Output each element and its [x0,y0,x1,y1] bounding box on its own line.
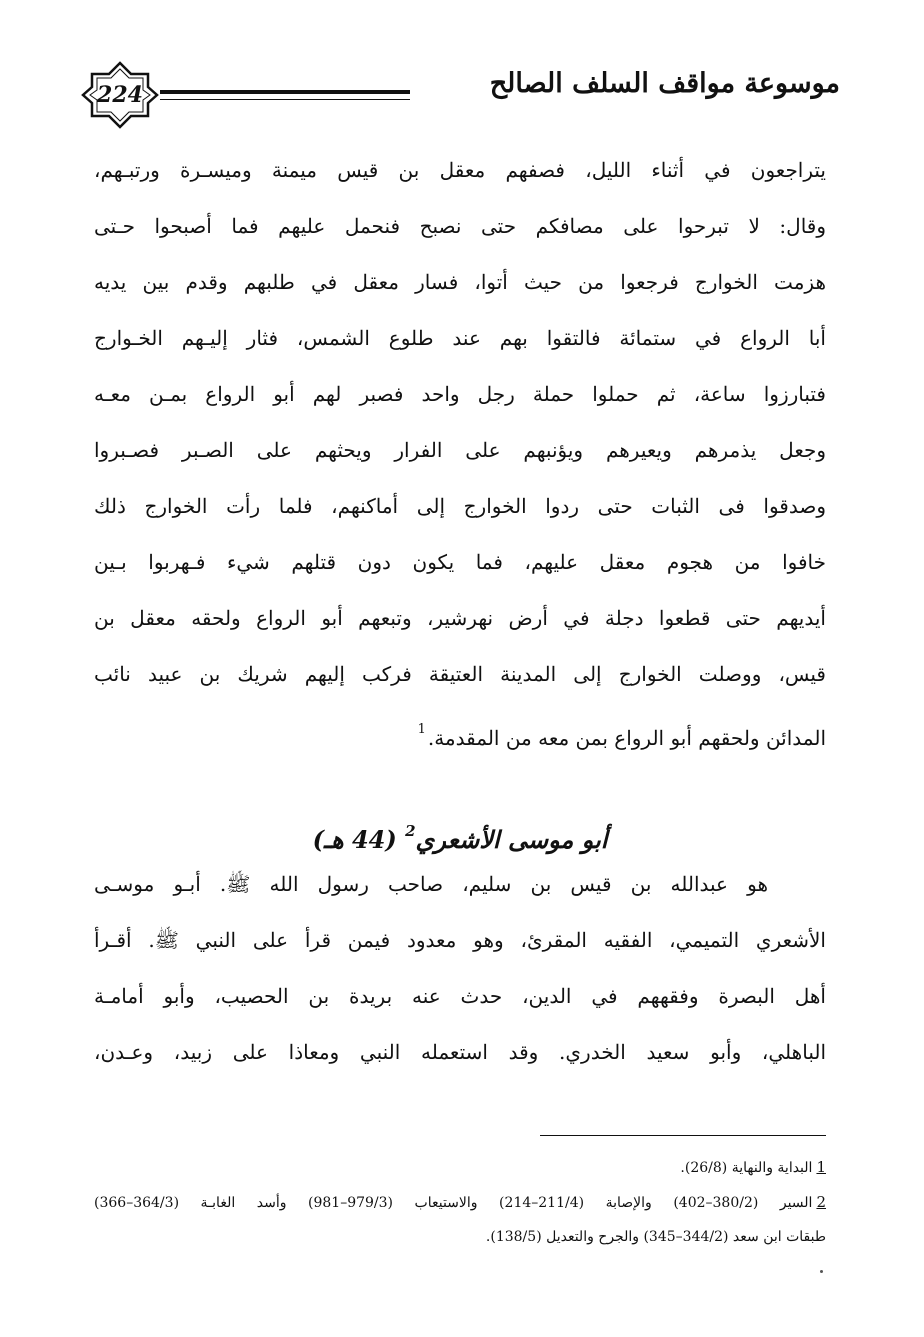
footnote-item-continued [94,1220,826,1255]
section-heading-name: أبو موسى الأشعري [415,825,608,854]
body-line: قيس، ووصلت الخوارج إلى المدينة العتيقة فركب إليهم شريك بن عبيد نائب [94,662,826,686]
footnote-item [94,1150,826,1185]
page-header [80,60,840,130]
page-number-badge [80,60,160,130]
body-line: وصدقوا فى الثبات حتى ردوا الخوارج إلى أماكنهم، فلما رأت الخوارج ذلك [94,494,826,518]
bio-line: أهل البصرة وفقههم في الدين، حدث عنه بريدة بن الحصيب، وأبو أمامـة [94,984,826,1008]
biography-text [94,856,826,1080]
footnote-text: السير (380/2–402) والإصابة (211/4–214) والاستيعاب (979/3–981) وأسد الغابـة (364/3–366) [94,1195,813,1211]
series-title: موسوعة مواقف السلف الصالح [489,68,840,99]
body-line: وقال: لا تبرحوا على مصافكم حتى نصبح فنحمل عليهم فما أصبحوا حـتى [94,214,826,238]
body-line: يتراجعون في أثناء الليل، فصفهم معقل بن قيس ميمنة وميسـرة ورتبـهم، [94,158,826,182]
body-text [94,142,826,758]
body-line: فتبارزوا ساعة، ثم حملوا حملة رجل واحد فصبر لهم أبو الرواع بمـن معـه [94,382,826,406]
section-heading-footnote-ref[interactable]: 2 [405,822,416,840]
body-line: خافوا من هجوم معقل عليهم، فما يكون دون قتلهم شيء فـهربوا بـين [94,550,826,574]
footnote-number: 2 [816,1193,826,1211]
body-line-text: المدائن ولحقهم أبو الرواع بمن معه من المقدمة. [427,726,826,750]
footnote-text: طبقات ابن سعد (344/2–345) والجرح والتعديل (138/5). [485,1229,826,1245]
body-line-last [94,702,826,758]
body-line: وجعل يذمرهم ويعيرهم ويؤنبهم على الفرار ويحثهم على الصـبر فصـبروا [94,438,826,462]
section-heading-year: (44 هـ) [312,825,397,854]
footnote-number: 1 [816,1158,826,1176]
header-rule [160,90,410,100]
body-line: أيديهم حتى قطعوا دجلة في أرض نهرشير، وتبعهم أبو الرواع ولحقه معقل بن [94,606,826,630]
bio-line: الباهلي، وأبو سعيد الخدري. وقد استعمله النبي ومعاذا على زبيد، وعـدن، [94,1040,826,1064]
bio-line: هو عبدالله بن قيس بن سليم، صاحب رسول الله ﷺ. أبـو موسـى [94,872,768,896]
body-line: أبا الرواع في ستمائة فالتقوا بهم عند طلوع الشمس، فثار إليـهم الخـوارج [94,326,826,350]
footnote-item [94,1185,826,1220]
body-line: هزمت الخوارج فرجعوا من حيث أتوا، فسار معقل في طلبهم وقدم بين يديه [94,270,826,294]
footnote-text: البداية والنهاية (26/8). [680,1160,813,1176]
bio-line: الأشعري التميمي، الفقيه المقرئ، وهو معدود فيمن قرأ على النبي ﷺ. أقـرأ [94,928,826,952]
scan-speck [820,1270,823,1273]
footnote-ref[interactable]: 1 [417,722,426,737]
page-number: 224 [97,82,143,108]
footnotes [94,1150,826,1255]
footnote-separator [540,1135,826,1136]
